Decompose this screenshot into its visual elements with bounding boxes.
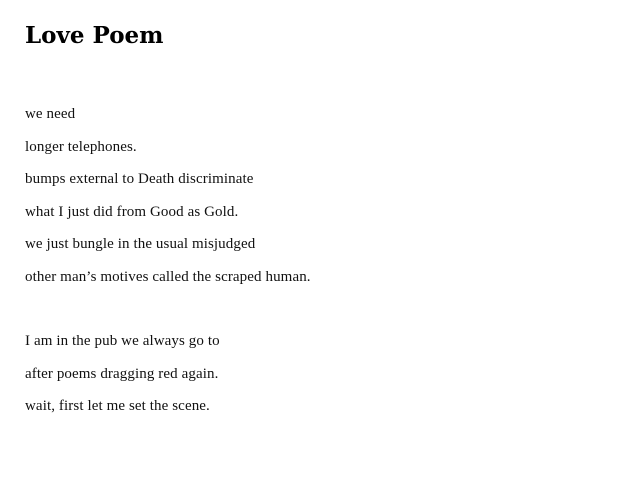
poem-line: what I just did from Good as Gold. xyxy=(25,203,239,220)
poem-line: other man’s motives called the scraped human. xyxy=(25,268,311,285)
poem-line: I am in the pub we always go to xyxy=(25,333,220,349)
poem-line: after poems dragging red again. xyxy=(25,365,219,382)
stanza-2 xyxy=(25,325,220,423)
poem-line: bumps external to Death discriminate xyxy=(25,171,254,187)
poem-line: wait, first let me set the scene. xyxy=(25,398,210,414)
poem-line: we just bungle in the usual misjudged xyxy=(25,236,256,252)
poem-title: Love Poem xyxy=(25,22,164,49)
stanza-1 xyxy=(25,98,311,293)
poem-line: longer telephones. xyxy=(25,138,137,155)
poem-line: we need xyxy=(25,106,76,122)
